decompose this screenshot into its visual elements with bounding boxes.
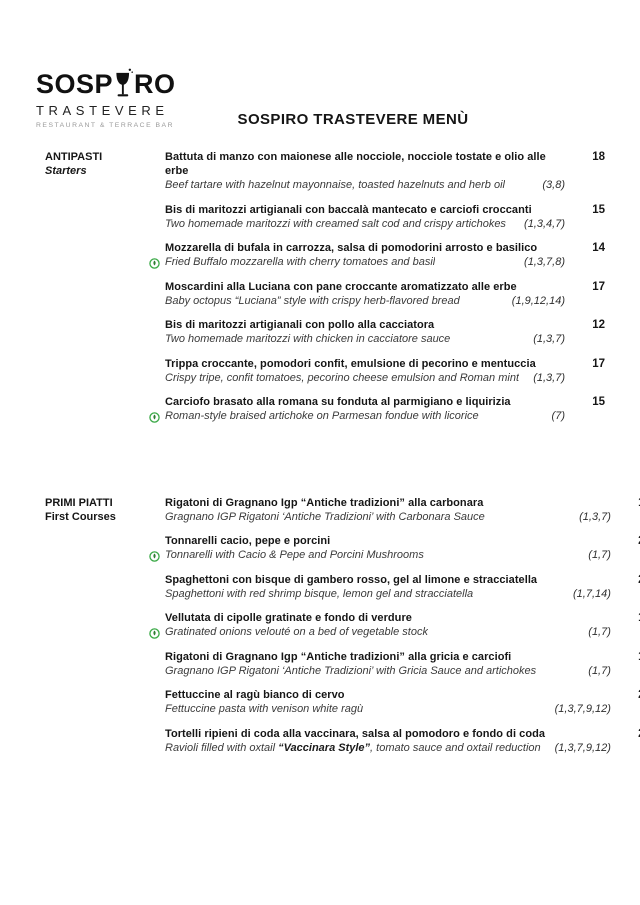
item-description-wrap — [165, 702, 363, 716]
item-name: Fettuccine al ragù bianco di cervo — [165, 689, 345, 701]
item-price: 18 — [592, 151, 605, 163]
logo-tagline: RESTAURANT & TERRACE BAR — [36, 122, 174, 129]
item-text — [165, 534, 611, 562]
item-description-wrap — [165, 741, 541, 755]
item-text — [165, 611, 611, 639]
item-description-wrap — [165, 255, 435, 269]
item-description-row — [165, 255, 565, 269]
item-price: 15 — [592, 203, 605, 216]
menu-item — [165, 150, 605, 192]
allergen-codes: (3,8) — [542, 179, 565, 191]
item-name: Rigatoni di Gragnano Igp “Antiche tradizioni” alla gricia e carciofi — [165, 650, 512, 663]
item-name: Rigatoni di Gragnano Igp “Antiche tradizioni” alla carbonara — [165, 496, 484, 509]
item-text — [165, 573, 611, 601]
item-description-wrap — [165, 409, 479, 423]
section-items — [165, 150, 605, 434]
item-description-row — [165, 741, 611, 755]
section-items — [165, 496, 640, 766]
section-primi-piatti — [45, 496, 611, 766]
item-description-bold: “Vaccinara Style” — [278, 741, 371, 754]
item-price — [611, 573, 640, 601]
section-antipasti — [45, 150, 605, 434]
menu-item — [165, 241, 605, 269]
item-description-wrap — [165, 664, 536, 678]
item-description: Baby octopus “Luciana” style with crispy herb-flavored bread — [165, 294, 460, 307]
item-price: 12 — [592, 319, 605, 331]
allergen-codes: (1,3,7,9,12) — [554, 703, 611, 715]
item-name: Trippa croccante, pomodori confit, emulsione di pecorino e mentuccia — [165, 357, 536, 370]
menu-item — [165, 395, 605, 423]
item-description-row — [165, 217, 565, 231]
item-description-wrap — [165, 217, 506, 231]
allergen-codes: (1,3,7) — [579, 510, 611, 523]
item-price: 14 — [592, 242, 605, 254]
item-description-row — [165, 664, 611, 678]
item-description-row — [165, 409, 565, 423]
item-description-row — [165, 625, 611, 639]
item-description-wrap — [165, 510, 485, 524]
item-description: Gratinated onions velouté on a bed of vegetable stock — [165, 626, 428, 638]
menu-item — [165, 688, 640, 716]
section-label-english: First Courses — [45, 510, 116, 523]
menu-item — [165, 357, 605, 385]
item-description-wrap — [165, 587, 473, 601]
item-description-wrap — [165, 625, 428, 639]
vegetarian-icon — [149, 626, 160, 637]
item-description-wrap — [165, 294, 460, 308]
allergen-codes: (1,3,7) — [533, 371, 565, 384]
item-description-wrap — [165, 548, 424, 562]
allergen-codes: (1,3,7) — [533, 333, 565, 345]
item-description: Crispy tripe, confit tomatoes, pecorino cheese emulsion and Roman mint — [165, 371, 520, 384]
menu-item — [165, 611, 640, 639]
vegetarian-icon — [149, 256, 160, 267]
menu-content — [45, 150, 611, 765]
allergen-codes: (1,3,7,8) — [524, 256, 565, 268]
item-description: Tonnarelli with Cacio & Pepe and Porcini Mushrooms — [165, 549, 424, 561]
menu-item — [165, 203, 605, 231]
allergen-codes: (1,7) — [588, 626, 611, 638]
item-price — [611, 650, 640, 678]
item-price: 17 — [592, 280, 605, 293]
item-description: Spaghettoni with red shrimp bisque, lemon gel and stracciatella — [165, 587, 474, 600]
vegetarian-icon — [149, 410, 160, 421]
item-text — [165, 496, 611, 524]
logo-subtitle: TRASTEVERE — [36, 103, 169, 118]
item-description: Ravioli filled with oxtail — [165, 741, 279, 754]
item-name: Spaghettoni con bisque di gambero rosso, gel al limone e stracciatella — [165, 573, 538, 586]
item-price — [611, 688, 640, 716]
menu-item — [165, 280, 605, 308]
wine-glass-icon — [114, 66, 133, 107]
item-name: Tortelli ripieni di coda alla vaccinara, salsa al pomodoro e fondo di coda — [165, 727, 546, 740]
item-text — [165, 650, 611, 678]
allergen-codes: (1,7) — [588, 664, 611, 677]
item-text — [165, 395, 565, 423]
item-description: Fettuccine pasta with venison white ragù — [165, 703, 364, 715]
menu-item — [165, 573, 640, 601]
item-price — [611, 496, 640, 524]
item-description: Two homemade maritozzi with chicken in cacciatore sauce — [165, 333, 451, 345]
item-description-wrap — [165, 371, 519, 385]
vegetarian-icon — [149, 549, 160, 560]
item-name: Battuta di manzo con maionese alle nocciole, nocciole tostate e olio alle erbe — [165, 151, 546, 177]
item-name: Vellutata di cipolle gratinate e fondo di verdure — [165, 612, 412, 624]
allergen-codes: (1,7) — [588, 549, 611, 561]
item-text — [165, 727, 611, 755]
item-description-row — [165, 178, 565, 192]
item-text — [165, 150, 565, 192]
item-price: 15 — [592, 396, 605, 408]
section-label-italian: ANTIPASTI — [45, 151, 103, 163]
section-label-english: Starters — [45, 165, 87, 177]
item-description-wrap — [165, 332, 450, 346]
menu-item — [165, 496, 640, 524]
item-description-row — [165, 702, 611, 716]
item-price — [611, 727, 640, 755]
section-label — [45, 150, 165, 434]
logo-text-post: RO — [134, 69, 176, 99]
allergen-codes: (1,3,4,7) — [524, 217, 565, 230]
item-description: Gragnano IGP Rigatoni ‘Antiche Tradizioni’ with Carbonara Sauce — [165, 510, 485, 523]
item-text — [165, 318, 565, 346]
menu-item — [165, 727, 640, 755]
allergen-codes: (1,3,7,9,12) — [554, 741, 611, 754]
item-price — [611, 534, 640, 562]
logo-text-pre: SOSP — [36, 69, 114, 99]
item-text — [165, 241, 565, 269]
item-description: Fried Buffalo mozzarella with cherry tomatoes and basil — [165, 256, 436, 268]
section-label-italian: PRIMI PIATTI — [45, 496, 113, 509]
item-text — [165, 688, 611, 716]
item-text — [165, 203, 565, 231]
section-label — [45, 496, 165, 766]
page-title: SOSPIRO TRASTEVERE MENÙ — [237, 111, 469, 128]
item-description: Two homemade maritozzi with creamed salt cod and crispy artichokes — [165, 217, 506, 230]
item-text — [165, 280, 565, 308]
item-description-row — [165, 587, 611, 601]
allergen-codes: (1,7,14) — [572, 587, 611, 600]
item-name: Mozzarella di bufala in carrozza, salsa di pomodorini arrosto e basilico — [165, 242, 538, 254]
item-description: Gragnano IGP Rigatoni ‘Antiche Tradizioni’ with Gricia Sauce and artichokes — [165, 664, 537, 677]
item-description-row — [165, 548, 611, 562]
item-description-suffix: , tomato sauce and oxtail reduction — [370, 741, 541, 754]
item-price — [611, 611, 640, 639]
item-price: 17 — [592, 357, 605, 370]
item-name: Moscardini alla Luciana con pane croccante aromatizzato alle erbe — [165, 280, 517, 293]
menu-item — [165, 534, 640, 562]
item-name: Tonnarelli cacio, pepe e porcini — [165, 535, 331, 547]
menu-item — [165, 650, 640, 678]
item-name: Bis di maritozzi artigianali con pollo alla cacciatora — [165, 319, 435, 331]
item-description-row — [165, 294, 565, 308]
item-name: Bis di maritozzi artigianali con baccalà mantecato e carciofi croccanti — [165, 203, 532, 216]
item-description-row — [165, 371, 565, 385]
item-description-wrap — [165, 178, 505, 192]
allergen-codes: (7) — [551, 410, 565, 422]
item-description-row — [165, 510, 611, 524]
item-description: Roman-style braised artichoke on Parmesan fondue with licorice — [165, 410, 479, 422]
item-description: Beef tartare with hazelnut mayonnaise, toasted hazelnuts and herb oil — [165, 179, 505, 191]
logo-wordmark — [36, 69, 176, 100]
menu-item — [165, 318, 605, 346]
item-description-row — [165, 332, 565, 346]
allergen-codes: (1,9,12,14) — [511, 294, 565, 307]
item-name: Carciofo brasato alla romana su fonduta al parmigiano e liquirizia — [165, 396, 511, 408]
item-text — [165, 357, 565, 385]
